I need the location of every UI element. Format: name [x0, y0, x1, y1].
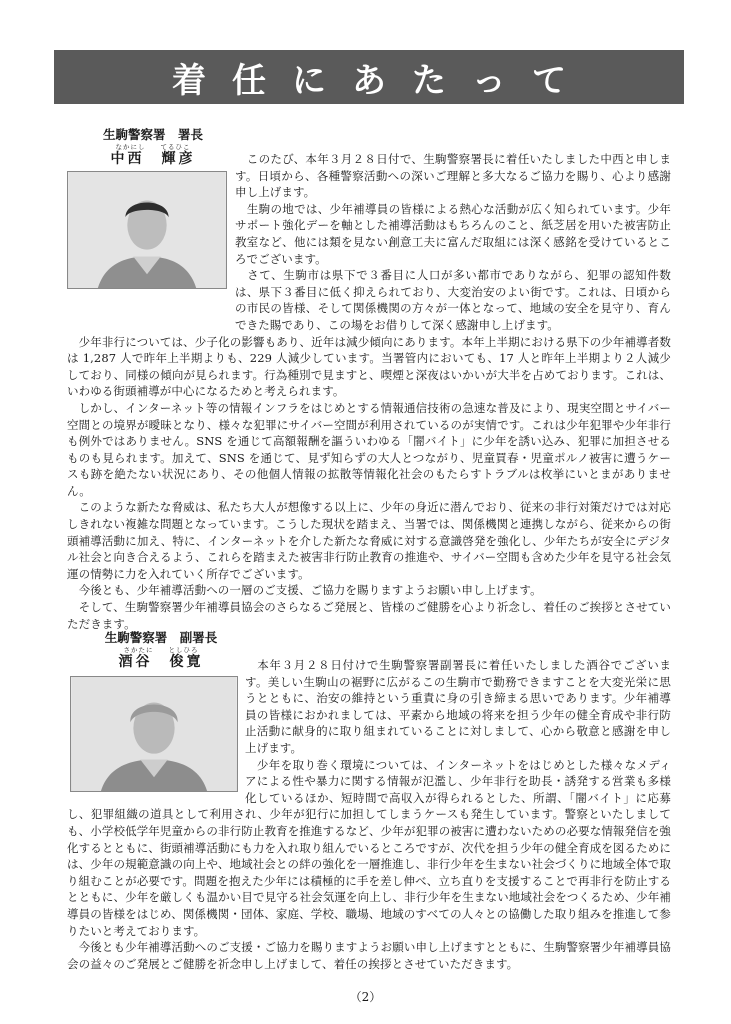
deputy-paragraph: 本年３月２８日付けで生駒警察署副署長に着任いたしました酒谷でございます。美しい生駒山の裾野に広がるこの生駒市で勤務できますことを大変光栄に思うとともに、治安の維持という重責に身の引き締まる思いであります。少年補導員の皆様におかれましては、平素から地域の将来を担う少年の健全育成や非行防止活動に献身的に取り組まれていることに対しまして、心から敬意と感謝を申し上げます。	[245, 658, 671, 755]
deputy-message	[67, 657, 671, 972]
chief-paragraph: さて、生駒市は県下で３番目に人口が多い都市でありながら、犯罪の認知件数は、県下３番目に低く抑えられており、大変治安のよい街です。これは、日頃からの市民の皆様、そして関係機関の方々が一体となって、地域の安全を見守り、育んできた賜であり、この場をお借りして深く感謝申し上げます。	[235, 268, 671, 332]
chief-message	[67, 151, 671, 632]
chief-paragraph: そして、生駒警察署少年補導員協会のさらなるご発展と、皆様のご健勝を心より祈念し、着任のご挨拶とさせていただきます。	[67, 600, 671, 631]
chief-paragraph: このたび、本年３月２８日付で、生駒警察署長に着任いたしました中西と申します。日頃から、各種警察活動への深いご理解と多大なるご協力を賜り、心より感謝申し上げます。	[235, 152, 671, 200]
deputy-paragraph: 今後とも少年補導活動へのご支援・ご協力を賜りますようお願い申し上げますとともに、生駒警察署少年補導員協会の益々のご発展とご健勝を祈念申し上げまして、着任の挨拶とさせていただきます。	[67, 940, 671, 971]
deputy-name: 酒谷 俊寛	[118, 654, 204, 670]
chief-paragraph: このような新たな脅威は、私たち大人が想像する以上に、少年の身近に潜んでおり、従来の非行対策だけでは対応しきれない複雑な問題となっています。こうした現状を踏まえ、当署では、関係機関と連携しながら、従来からの街頭補導活動に加え、特に、インターネットを介した新たな脅威に対する意識啓発を強化し、少年たちが安全にデジタル社会と向き合えるよう、これらを踏まえた被害非行防止教育の推進や、サイバー空間も含めた少年を見守る社会気運の情勢に力を入れていく所存でございます。	[67, 500, 671, 581]
page-heading: 着任にあたって	[54, 50, 684, 104]
deputy-name-ruby: さかたに としひろ	[123, 646, 199, 654]
chief-name-ruby: なかにし てるひこ	[115, 143, 191, 151]
chief-paragraph: 生駒の地では、少年補導員の皆様による熱心な活動が広く知られています。少年サポート強化デーを軸とした補導活動はもちろんのこと、紙芝居を用いた被害防止教室など、他には類を見ない創意工夫に富んだ取組には深く感銘を受けているところでございます。	[235, 201, 671, 266]
chief-paragraph: 少年非行については、少子化の影響もあり、近年は減少傾向にあります。本年上半期における県下の少年補導者数は 1,287 人で昨年上半期よりも、229 人減少しています。当署管内においても、17 人と昨年上半期より２人減少しており、同様の傾向が見られます。行為種別で見ますと、喫煙と深夜はいかいが大半を占めております。これは、いわゆる街頭補導が中心になるためと考えられます。	[67, 334, 671, 399]
deputy-title: 生駒警察署 副署長	[104, 630, 218, 645]
deputy-paragraph: 少年を取り巻く環境については、インターネットをはじめとした様々なメディアによる性や暴力に関する情報が氾濫し、少年非行を助長・誘発する営業も多様化しているほか、短時間で高収入が得られるとした、所謂、「闇バイト」に応募し、犯罪組織の道具として利用され、少年が犯行に加担してしまうケースも発生しています。警察といたしましても、小学校低学年児童からの非行防止教育を推進するなど、少年が犯罪の被害に遭わないための必要な情報発信を強化するとともに、街頭補導活動にも力を入れ取り組んでいるところですが、次代を担う少年の健全育成を図るためには、少年の規範意識の向上や、地域社会との絆の強化を一層推進し、非行少年を生まない社会づくりに地域全体で取り組むことが必要です。問題を抱えた少年には積極的に手を差し伸べ、立ち直りを支援することで再非行を防止するとともに、少年を厳しくも温かい目で見守る社会気運を向上し、非行少年を生まない地域社会をつくるため、少年補導員の皆様をはじめ、関係機関・団体、家庭、学校、職場、地域のすべての人々との協働した取り組みを推進して参りたいと考えております。	[67, 757, 671, 938]
chief-paragraph: 今後とも、少年補導活動への一層のご支援、ご協力を賜りますようお願い申し上げます。	[67, 583, 542, 598]
chief-paragraph: しかし、インターネット等の情報インフラをはじめとする情報通信技術の急速な普及により、現実空間とサイバー空間との境界が曖昧となり、様々な犯罪にサイバー空間が利用されているのが実情です。これは少年犯罪や少年非行も例外ではありません。SNS を通じて高額報酬を謳ういわゆる「闇バイト」に少年を誘い込み、犯罪に加担させるものも見られます。加えて、SNS を通じて、見ず知らずの大人とつながり、児童買春・児童ポルノ被害に遭うケースも跡を絶たない状況にあり、その他個人情報の拡散等情報化社会のもたらすトラブルは枚挙にいとまがありません。	[67, 400, 671, 498]
chief-name: 中西 輝彦	[110, 151, 196, 167]
page-number: （2）	[349, 990, 382, 1004]
chief-title: 生駒警察署 署長	[102, 127, 203, 142]
